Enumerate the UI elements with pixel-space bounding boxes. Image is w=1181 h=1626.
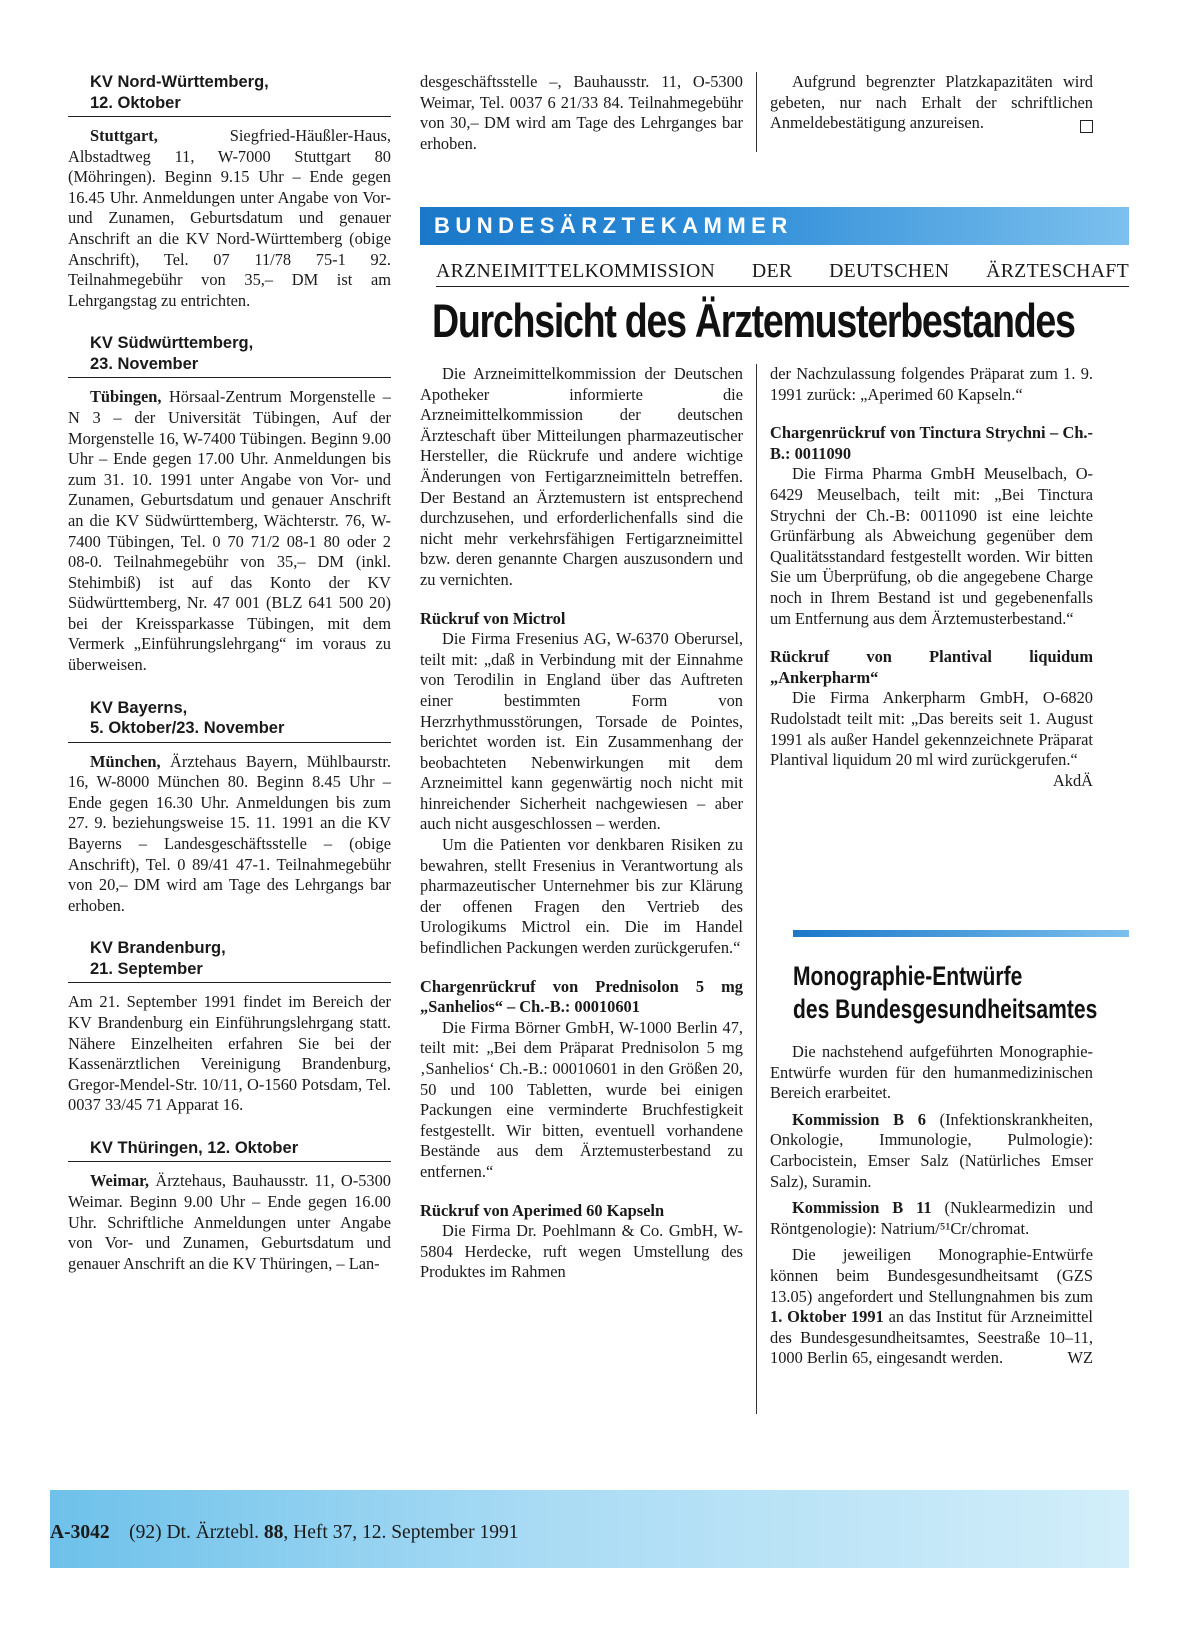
page-footer: A-3042 (92) Dt. Ärztebl. 88, Heft 37, 12. September 1991 (50, 1522, 519, 1543)
kv-heading: KV Bayerns, 5. Oktober/23. November (68, 698, 391, 743)
column-divider (756, 72, 757, 152)
subheading: Rückruf von Plantival liquidum „Ankerpharm“ (770, 647, 1093, 687)
signature: AkdÄ (1052, 770, 1093, 790)
page-number: A-3042 (50, 1522, 110, 1543)
kv-body: Am 21. September 1991 findet im Bereich der KV Brandenburg ein Einführungslehrgang statt. Nähere Einzelheiten erfahren Sie bei der Kassenärztlichen Vereinigung Brandenburg, Gregor-Mendel-Str. 10/11, O-1560 Potsdam, Tel. 0037 33/45 71 Apparat 16. (68, 992, 391, 1115)
page-footer-band (50, 1490, 1129, 1568)
article-column-a: Die Arzneimittelkommission der Deutschen Apotheker informierte die Arzneimittelkommission der deutschen Ärzteschaft über Mitteilungen pharmazeutischer Hersteller, die Rückrufe und andere wichtige Änderungen von Fertigarzneimitteln betreffen. Der Bestand an Ärztemustern ist entsprechend durchzusehen, und erforderlichenfalls sind die nicht mehr verkehrsfähigen Fertigarzneimittel bzw. deren genannte Chargen auszusondern und zu vernichten. Rückruf von Mictrol Die Firma Fresenius AG, W-6370 Oberursel, teilt mit: „daß in Verbindung mit der Einnahme von Terodilin in England über das Auftreten einer bestimmten Form von Herzrhythmusstörungen, Torsade de Pointes, berichtet worden ist. Ein Zusammenhang der beobachteten Nebenwirkungen mit dem Arzneimittel kann gegenwärtig noch nicht mit hinreichender Sicherheit nachgewiesen – aber auch nicht ausgeschlossen – werden. Um die Patienten vor denkbaren Risiken zu bewahren, stellt Fresenius in Verantwortung als pharmazeutischer Unternehmer bis zur Klärung der offenen Fragen den Vertrieb des Urologikums Mictrol ein. Die im Handel befindlichen Packungen werden zurückgerufen.“ Chargenrückruf von Prednisolon 5 mg „Sanhelios“ – Ch.-B.: 00010601 Die Firma Börner GmbH, W-1000 Berlin 47, teilt mit: „Bei dem Präparat Prednisolon 5 mg ‚Sanhelios‘ Ch.-B.: 00010601 in den Größen 20, 50 und 100 Tabletten, wurde bei einigen Packungen eine verminderte Bruchfestigkeit festgestellt. Wir bitten, eventuell vorhandene Bestände aus dem Ärztemusterbestand zu entfernen.“ Rückruf von Aperimed 60 Kapseln Die Firma Dr. Poehlmann & Co. GmbH, W-5804 Herdecke, ruft wegen Umstellung des Produktes im Rahmen (420, 364, 743, 1282)
signature: WZ (1067, 1348, 1093, 1368)
article-headline: Durchsicht des Ärztemusterbestandes (432, 294, 1075, 347)
continuation-text: desgeschäftsstelle –, Bauhausstr. 11, O-5300 Weimar, Tel. 0037 6 21/33 84. Teilnahmegebühr von 30,– DM wird am Tage des Lehrganges bar erhoben. (420, 72, 743, 153)
kv-section-bayerns (68, 698, 391, 917)
section-band (420, 207, 1129, 245)
subheading: Chargenrückruf von Tinctura Strychni – Ch.-B.: 0011090 (770, 423, 1093, 463)
notice-text: Aufgrund begrenzter Platzkapazitäten wird gebeten, nur nach Erhalt der schriftlichen Anmeldebestätigung anzureisen. (770, 72, 1093, 133)
article-kicker: ARZNEIMITTELKOMMISSION DER DEUTSCHEN ÄRZTESCHAFT (436, 259, 1129, 287)
kv-section-nord-wuerttemberg (68, 72, 391, 311)
kv-heading: KV Nord-Württemberg, 12. Oktober (68, 72, 391, 117)
article-column-b: der Nachzulassung folgendes Präparat zum 1. 9. 1991 zurück: „Aperimed 60 Kapseln.“ Chargenrückruf von Tinctura Strychni – Ch.-B.: 0011090 Die Firma Pharma GmbH Meuselbach, O-6429 Meuselbach, teilt mit: „Bei Tinctura Strychni der Ch.-B: 0011090 ist eine leichte Grünfärbung als Abweichung gegenüber dem Qualitätsstandard festgestellt worden. Wir bitten Sie um Überprüfung, ob die angegebene Charge noch in Ihrem Bestand ist und gegebenenfalls um Entfernung aus dem Ärztemusterbestand.“ Rückruf von Plantival liquidum „Ankerpharm“ Die Firma Ankerpharm GmbH, O-6820 Rudolstadt teilt mit: „Das bereits seit 1. August 1991 als außer Handel gekennzeichnete Präparat Plantival liquidum 20 ml wird zurückgerufen.“ AkdÄ (770, 364, 1093, 790)
kv-section-suedwuerttemberg (68, 333, 391, 675)
kv-body: Stuttgart, Siegfried-Häußler-Haus, Albstadtweg 11, W-7000 Stuttgart 80 (Möhringen). Beginn 9.15 Uhr – Ende gegen 16.45 Uhr. Anmeldungen unter Angabe von Vor- und Zunamen, Geburtsdatum und genauer Anschrift an die KV Nord-Württemberg (obige Anschrift), Tel. 07 11/78 75-1 92. Teilnahmegebühr von 35,– DM ist am Lehrgangstag zu entrichten. (68, 126, 391, 310)
kv-body: Tübingen, Hörsaal-Zentrum Morgenstelle – N 3 – der Universität Tübingen, Auf der Morgenstelle 16, W-7400 Tübingen. Beginn 9.00 Uhr – Ende gegen 17.00 Uhr. Anmeldungen bis zum 31. 10. 1991 unter Angabe von Vor- und Zunamen, Geburtsdatum und genauer Anschrift an die KV Südwürttemberg, Wächterstr. 76, W-7400 Tübingen, Tel. 0 70 71/2 08-1 80 oder 2 08-0. Teilnahmegebühr von 35,– DM (inkl. Stehimbiß) ist auf das Konto der KV Südwürttemberg, Nr. 47 001 (BLZ 641 500 20) bei der Kreissparkasse Tübingen, mit dem Vermerk „Einführungslehrgang“ im voraus zu überweisen. (68, 387, 391, 675)
kv-heading: KV Brandenburg, 21. September (68, 938, 391, 983)
kv-heading: KV Thüringen, 12. Oktober (68, 1138, 391, 1163)
subheading: Rückruf von Aperimed 60 Kapseln (420, 1200, 665, 1220)
kv-section-brandenburg (68, 938, 391, 1116)
kv-body: München, Ärztehaus Bayern, Mühlbaurstr. 16, W-8000 München 80. Beginn 8.45 Uhr – Ende gegen 16.30 Uhr. Anmeldungen bis zum 27. 9. beziehungsweise 15. 11. 1991 an die KV Bayerns – Landesgeschäftsstelle – (obige Anschrift), Tel. 0 89/41 47-1. Teilnahmegebühr von 20,– DM wird am Tage des Lehrgangs bar erhoben. (68, 751, 391, 915)
kv-heading: KV Südwürttemberg, 23. November (68, 333, 391, 378)
end-mark-icon (1080, 120, 1093, 133)
section-rule (793, 930, 1129, 937)
kv-section-thueringen (68, 1138, 391, 1274)
section-band-title: BUNDESÄRZTEKAMMER (434, 213, 793, 238)
subheading: Rückruf von Mictrol (420, 608, 566, 628)
subheading: Chargenrückruf von Prednisolon 5 mg „Sanhelios“ – Ch.-B.: 00010601 (420, 976, 743, 1017)
kv-body: Weimar, Ärztehaus, Bauhausstr. 11, O-5300 Weimar. Beginn 9.00 Uhr – Ende gegen 16.00 Uhr. Schriftliche Anmeldungen unter Angabe von Vor- und Zunamen, Geburtsdatum und genauer Anschrift an die KV Thüringen, – Lan- (68, 1171, 391, 1273)
column-divider (756, 364, 757, 1414)
article-headline-2: Monographie-Entwürfe des Bundesgesundheitsamtes (793, 961, 1098, 1024)
article-column-c: Die nachstehend aufgeführten Monographie-Entwürfe wurden für den humanmedizinischen Bereich erarbeitet. Kommission B 6 (Infektionskrankheiten, Onkologie, Immunologie, Pulmologie): Carbocistein, Emser Salz (Natürliches Emser Salz), Suramin. Kommission B 11 (Nuklearmedizin und Röntgenologie): Natrium/⁵¹Cr/chromat. Die jeweiligen Monographie-Entwürfe können beim Bundesgesundheitsamt (GZS 13.05) angefordert und Stellungnahmen bis zum 1. Oktober 1991 an das Institut für Arzneimittel des Bundesgesundheitsamtes, Seestraße 10–11, 1000 Berlin 65, eingesandt werden. WZ (770, 1042, 1093, 1368)
column-kv-courses (68, 72, 391, 1296)
